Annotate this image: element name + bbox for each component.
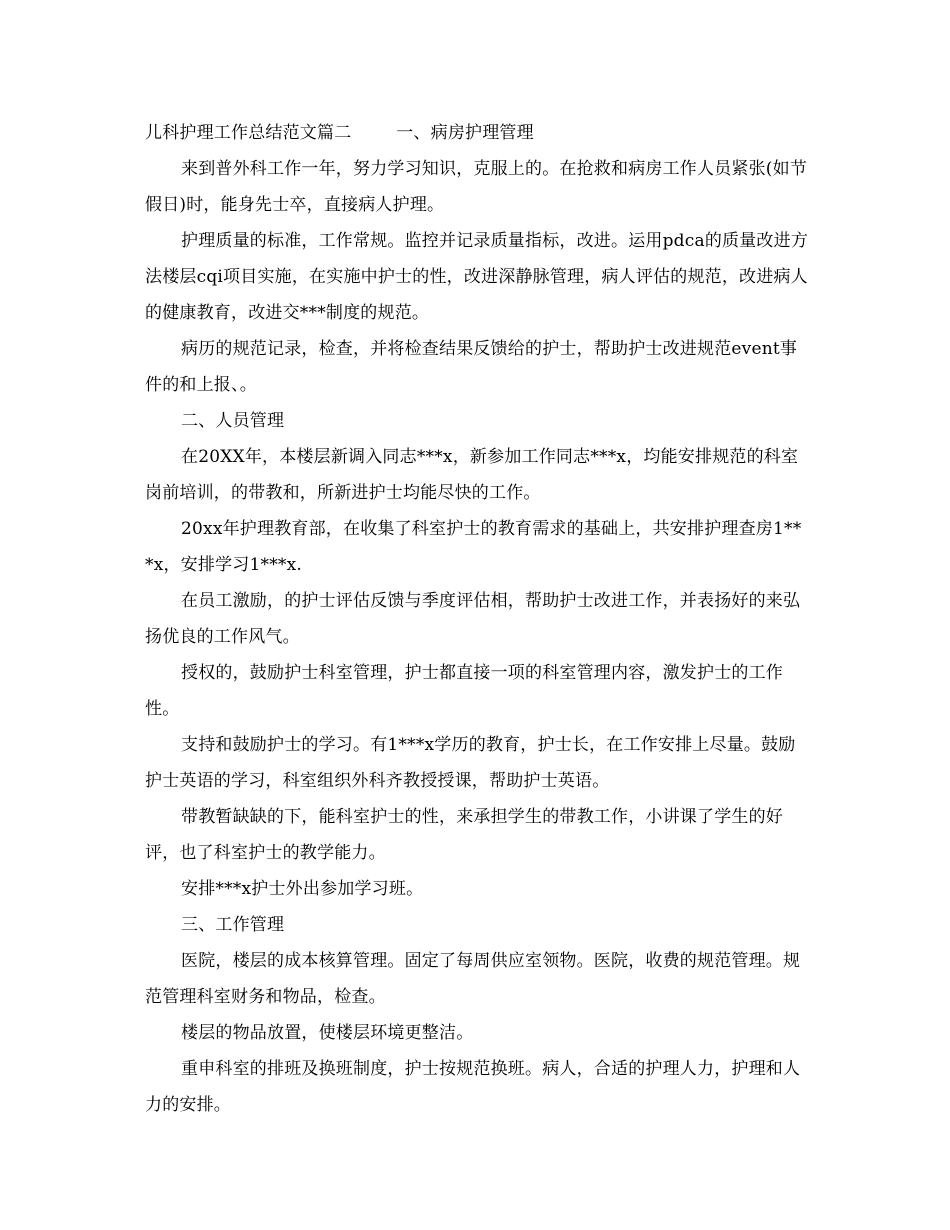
document-page <box>145 115 810 1123</box>
section-heading: 二、人员管理 <box>181 411 285 431</box>
section-heading: 三、工作管理 <box>181 915 285 935</box>
paragraph: 支持和鼓励护士的学习。有1***x学历的教育，护士长，在工作安排上尽量。鼓励护士英语的学习，科室组织外科齐教授授课，帮助护士英语。 <box>145 735 796 791</box>
paragraph: 授权的，鼓励护士科室管理，护士都直接一项的科室管理内容，激发护士的工作性。 <box>145 663 783 719</box>
paragraph: 来到普外科工作一年，努力学习知识，克服上的。在抢救和病房工作人员紧张(如节假日)时，能身先士卒，直接病人护理。 <box>145 159 808 215</box>
paragraph: 医院，楼层的成本核算管理。固定了每周供应室领物。医院，收费的规范管理。规范管理科室财务和物品，检查。 <box>145 951 801 1007</box>
paragraph: 带教暂缺缺的下，能科室护士的性，来承担学生的带教工作，小讲课了学生的好评，也了科室护士的教学能力。 <box>145 807 783 863</box>
paragraph: 护理质量的标准，工作常规。监控并记录质量指标，改进。运用pdca的质量改进方法楼层cqi项目实施，在实施中护士的性，改进深静脉管理，病人评估的规范，改进病人的健康教育，改进交***制度的规范。 <box>145 231 809 323</box>
paragraph: 在20XX年，本楼层新调入同志***x，新参加工作同志***x，均能安排规范的科室岗前培训，的带教和，所新进护士均能尽快的工作。 <box>145 447 799 503</box>
paragraph: 安排***x护士外出参加学习班。 <box>181 879 424 899</box>
paragraph: 20xx年护理教育部，在收集了科室护士的教育需求的基础上，共安排护理查房1***x，安排学习1***x. <box>145 519 802 575</box>
document-title: 儿科护理工作总结范文篇二 一、病房护理管理 <box>145 123 534 143</box>
paragraph: 病历的规范记录，检查，并将检查结果反馈给的护士，帮助护士改进规范event事件的和上报、。 <box>145 339 798 395</box>
paragraph: 楼层的物品放置，使楼层环境更整洁。 <box>181 1023 474 1043</box>
paragraph: 重申科室的排班及换班制度，护士按规范换班。病人，合适的护理人力，护理和人力的安排。 <box>145 1059 801 1115</box>
paragraph: 在员工激励，的护士评估反馈与季度评估相，帮助护士改进工作，并表扬好的来弘扬优良的工作风气。 <box>145 591 801 647</box>
